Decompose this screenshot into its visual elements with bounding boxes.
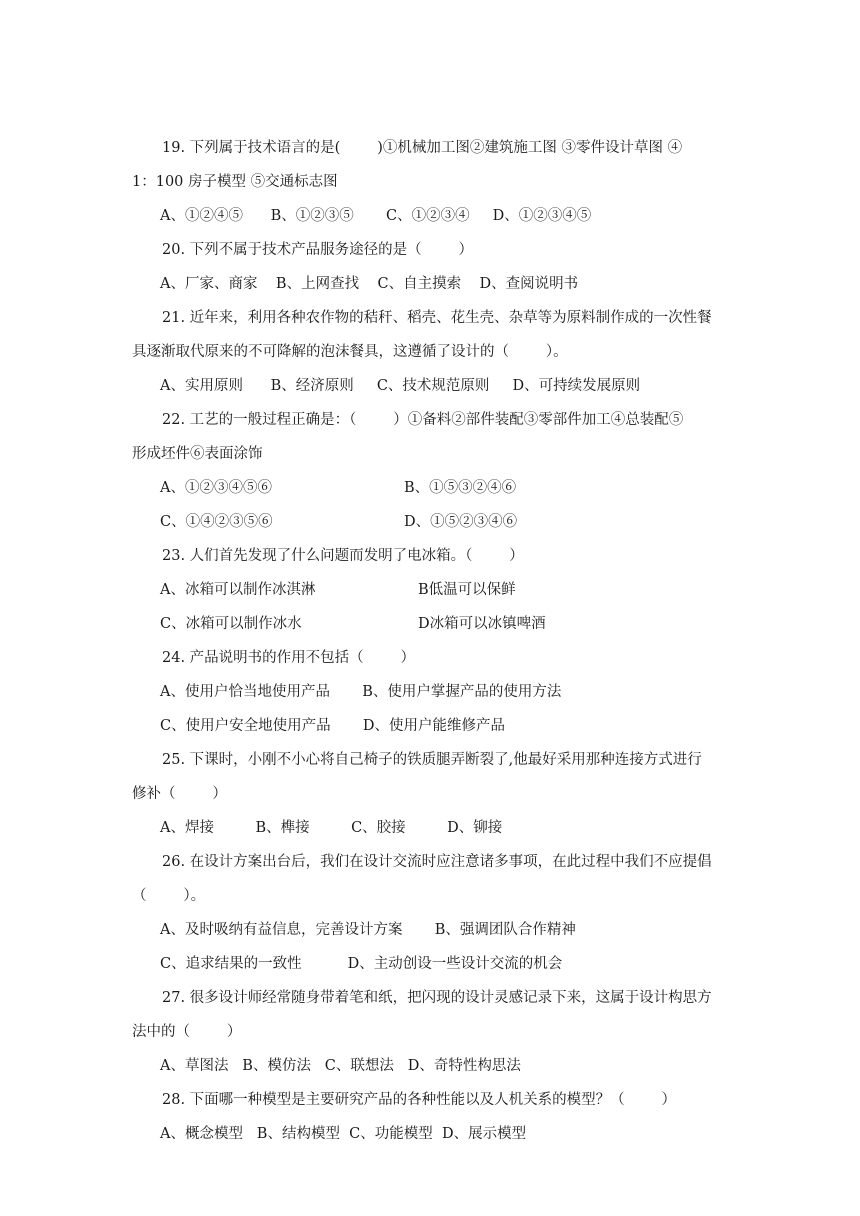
question-25-stem: 25. 下课时，小刚不小心将自己椅子的铁质腿弄断裂了,他最好采用那种连接方式进行 [162,752,702,768]
question-22-stem: 22. 工艺的一般过程正确是：（ ）①备料②部件装配③零部件加工④总装配⑤ [162,412,684,428]
question-28-stem: 28. 下面哪一种模型是主要研究产品的各种性能以及人机关系的模型？（ ） [162,1092,677,1108]
question-23-stem: 23. 人们首先发现了什么问题而发明了电冰箱。（ ） [162,548,524,564]
question-26-options-row-2: C、追求结果的一致性 D、主动创设一些设计交流的机会 [160,956,563,972]
question-25-options: A、焊接 B、榫接 C、胶接 D、铆接 [160,820,503,836]
question-25-stem-continued: 修补（ ） [132,786,227,802]
question-24-stem: 24. 产品说明书的作用不包括（ ） [162,650,416,666]
question-19-stem-continued: 1：100 房子模型 ⑤交通标志图 [132,174,338,190]
question-24-options-row-1: A、使用户恰当地使用产品 B、使用户掌握产品的使用方法 [160,684,562,700]
question-22-option-c: C、①④②③⑤⑥ [160,514,273,530]
question-21-stem: 21. 近年来，利用各种农作物的秸秆、稻壳、花生壳、杂草等为原料制作成的一次性餐 [162,310,712,326]
question-22-option-b: B、①⑤③②④⑥ [404,480,517,496]
question-23-option-a: A、冰箱可以制作冰淇淋 [160,582,316,598]
question-23-option-c: C、冰箱可以制作冰水 [160,616,302,632]
question-26-stem: 26. 在设计方案出台后，我们在设计交流时应注意诸多事项，在此过程中我们不应提倡 [162,854,712,870]
question-21-options: A、实用原则 B、经济原则 C、技术规范原则 D、可持续发展原则 [160,378,641,394]
question-26-options-row-1: A、及时吸纳有益信息，完善设计方案 B、强调团队合作精神 [160,922,576,938]
question-22-option-a: A、①②③④⑤⑥ [160,480,272,496]
question-20-stem: 20. 下列不属于技术产品服务途径的是（ ） [162,242,474,258]
question-24-options-row-2: C、使用户安全地使用产品 D、使用户能维修产品 [160,718,505,734]
question-22-stem-continued: 形成坯件⑥表面涂饰 [132,446,263,462]
question-22-option-d: D、①⑤②③④⑥ [404,514,518,530]
question-28-options: A、概念模型 B、结构模型 C、功能模型 D、展示模型 [160,1126,527,1142]
question-23-option-b: B低温可以保鲜 [418,582,516,598]
question-20-options: A、厂家、商家 B、上网查找 C、自主摸索 D、查阅说明书 [160,276,579,292]
question-23-option-d: D冰箱可以冰镇啤酒 [418,616,546,632]
question-26-stem-continued: （ ）。 [132,888,206,904]
question-27-options: A、草图法 B、模仿法 C、联想法 D、奇特性构思法 [160,1058,521,1074]
question-27-stem: 27. 很多设计师经常随身带着笔和纸，把闪现的设计灵感记录下来，这属于设计构思方 [162,990,712,1006]
question-19-options: A、①②④⑤ B、①②③⑤ C、①②③④ D、①②③④⑤ [160,208,592,224]
question-21-stem-continued: 具逐渐取代原来的不可降解的泡沫餐具，这遵循了设计的（ ）。 [132,344,568,360]
question-19-stem: 19. 下列属于技术语言的是( )①机械加工图②建筑施工图 ③零件设计草图 ④ [162,140,683,156]
question-27-stem-continued: 法中的（ ） [132,1024,242,1040]
